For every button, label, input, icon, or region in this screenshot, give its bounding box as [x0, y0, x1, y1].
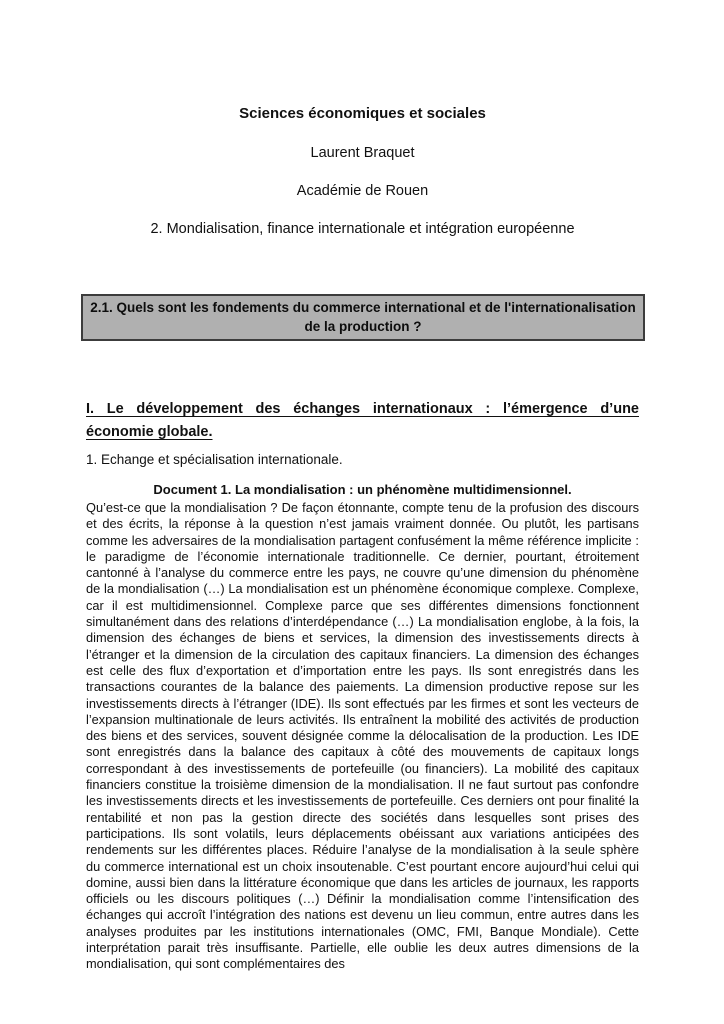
author-name: Laurent Braquet	[310, 145, 415, 161]
subsection-heading: 1. Echange et spécialisation internationale.	[86, 452, 343, 467]
body-paragraph: Qu’est-ce que la mondialisation ? De façon étonnante, compte tenu de la profusion des discours et des écrits, la réponse à la question n’est jamais vraiment donnée. Ou plutôt, les partisans comme les adversaires de la mondialisation partagent confusément la même référence implicite : le paradigme de l’économie internationale traditionnelle. Ce dernier, pourtant, étroitement cantonné à l’analyse du commerce entre les pays, ne couvre qu’une dimension du phénomène de la mondialisation (…) La mondialisation est un phénomène économique complexe. Complexe, car il est multidimensionnel. Complexe parce que ses différentes dimensions fonctionnent simultanément dans des relations d’interdépendance (…) La mondialisation englobe, à la fois, la dimension des échanges de biens et services, la dimension des investissements directs à l’étranger et la dimension de la circulation des capitaux financiers. La dimension des échanges est celle des flux d’exportation et d’importation entre les pays. Ils sont enregistrés dans les transactions courantes de la balance des paiements. La dimension productive repose sur les investissements directs à l’étranger (IDE). Ils sont effectués par les firmes et sont les vecteurs de l’expansion multinationale de leurs activités. Ils entraînent la mobilité des activités de production des biens et des services, souvent désignée comme la délocalisation de la production. Les IDE sont enregistrés dans la balance des capitaux à côté des mouvements de capitaux longs correspondant à des investissements de portefeuille (ou financiers). La mobilité des capitaux financiers constitue la troisième dimension de la mondialisation. Il ne faut surtout pas confondre les investissements directs et les investissements de portefeuille. Ces derniers ont pour finalité la rentabilité et non pas la gestion directe des sociétés dans lesquelles sont prises des participations. Ils sont volatils, leurs déplacements obéissant aux variations anticipées des rendements sur les différentes places. Réduire l’analyse de la mondialisation à la seule sphère du commerce international est un choix insoutenable. C’est pourtant encore aujourd’hui celui qui domine, aussi bien dans la littérature économique que dans les articles de journaux, les rapports officiels ou les discours politiques (…) Définir la mondialisation comme l’intensification des échanges qui accroît l’intégration des nations est devenu un lieu commun, entre autres dans les analyses produites par les institutions internationales (OMC, FMI, Banque Mondiale). Cette interprétation parait très insuffisante. Partielle, elle oublie les deux autres dimensions de la mondialisation, qui sont complémentaires des	[86, 500, 639, 972]
section-heading-box	[81, 294, 645, 341]
part-heading: I. Le développement des échanges internationaux : l’émergence d’une économie globale.	[86, 401, 639, 440]
chapter-title: 2. Mondialisation, finance internationale et intégration européenne	[150, 221, 575, 237]
institution-name: Académie de Rouen	[296, 183, 429, 199]
course-title: Sciences économiques et sociales	[239, 105, 486, 122]
section-heading-text: 2.1. Quels sont les fondements du commerce international et de l'internationalisation de la production ?	[90, 300, 636, 334]
document1-title: Document 1. La mondialisation : un phénomène multidimensionnel.	[153, 482, 572, 497]
